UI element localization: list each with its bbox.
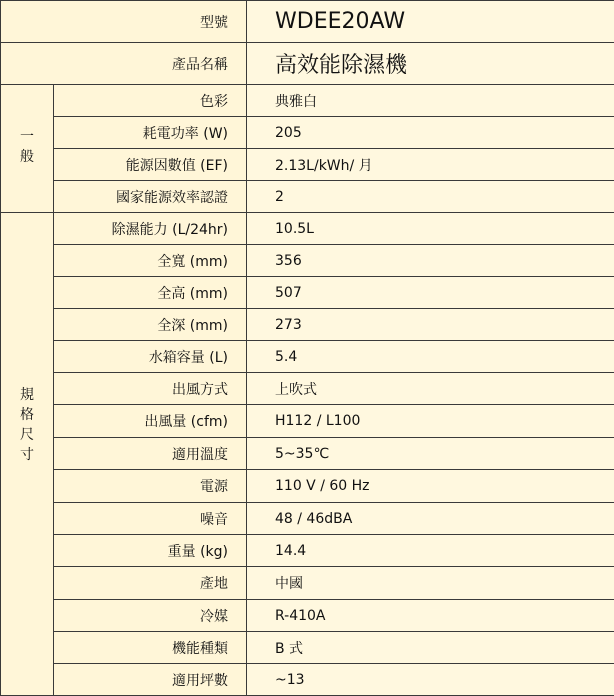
row-label: 冷媒 bbox=[54, 600, 247, 632]
row-value: 上吹式 bbox=[247, 373, 614, 405]
table-row bbox=[1, 503, 614, 535]
table-row bbox=[1, 181, 614, 213]
table-row bbox=[1, 341, 614, 373]
row-label: 耗電功率 (W) bbox=[54, 117, 247, 149]
table-row bbox=[1, 213, 614, 245]
row-label: 全寬 (mm) bbox=[54, 245, 247, 277]
table-row bbox=[1, 567, 614, 600]
row-label: 全深 (mm) bbox=[54, 309, 247, 341]
table-row bbox=[1, 43, 614, 85]
row-value: 507 bbox=[247, 277, 614, 309]
row-label: 電源 bbox=[54, 470, 247, 503]
row-value: 48 / 46dBA bbox=[247, 503, 614, 535]
table-row bbox=[1, 600, 614, 632]
row-value: 中國 bbox=[247, 567, 614, 600]
model-value: WDEE20AW bbox=[247, 1, 614, 43]
row-value: 110 V / 60 Hz bbox=[247, 470, 614, 503]
table-row bbox=[1, 117, 614, 149]
row-value: 5.4 bbox=[247, 341, 614, 373]
row-value: 356 bbox=[247, 245, 614, 277]
row-value: 273 bbox=[247, 309, 614, 341]
row-value: 5~35℃ bbox=[247, 438, 614, 470]
table-row bbox=[1, 309, 614, 341]
group-specs-char: 寸 bbox=[1, 445, 53, 465]
table-row bbox=[1, 664, 614, 696]
table-row bbox=[1, 373, 614, 405]
table-row bbox=[1, 632, 614, 664]
row-label: 機能種類 bbox=[54, 632, 247, 664]
row-label: 出風方式 bbox=[54, 373, 247, 405]
table-row bbox=[1, 405, 614, 438]
table-row bbox=[1, 277, 614, 309]
table-row bbox=[1, 438, 614, 470]
table-row bbox=[1, 535, 614, 567]
row-value: H112 / L100 bbox=[247, 405, 614, 438]
group-specs bbox=[1, 213, 54, 696]
table-row bbox=[1, 1, 614, 43]
table-row bbox=[1, 245, 614, 277]
row-label: 能源因數值 (EF) bbox=[54, 149, 247, 181]
row-value: 205 bbox=[247, 117, 614, 149]
table-row bbox=[1, 470, 614, 503]
product-name-value: 高效能除濕機 bbox=[247, 43, 614, 85]
row-label: 噪音 bbox=[54, 503, 247, 535]
row-label: 色彩 bbox=[54, 85, 247, 117]
row-value: 2.13L/kWh/ 月 bbox=[247, 149, 614, 181]
model-label: 型號 bbox=[1, 1, 247, 43]
group-specs-char: 尺 bbox=[1, 425, 53, 445]
row-label: 全高 (mm) bbox=[54, 277, 247, 309]
group-general-char: 一 bbox=[1, 127, 53, 147]
group-general bbox=[1, 85, 54, 213]
row-value: R-410A bbox=[247, 600, 614, 632]
row-label: 產地 bbox=[54, 567, 247, 600]
row-value: B 式 bbox=[247, 632, 614, 664]
row-value: 14.4 bbox=[247, 535, 614, 567]
row-label: 重量 (kg) bbox=[54, 535, 247, 567]
product-name-label: 產品名稱 bbox=[1, 43, 247, 85]
group-general-char: 般 bbox=[1, 147, 53, 167]
row-label: 國家能源效率認證 bbox=[54, 181, 247, 213]
group-specs-char: 格 bbox=[1, 405, 53, 425]
row-label: 適用坪數 bbox=[54, 664, 247, 696]
row-value: 2 bbox=[247, 181, 614, 213]
table-row bbox=[1, 149, 614, 181]
table-row bbox=[1, 85, 614, 117]
row-value: 10.5L bbox=[247, 213, 614, 245]
group-specs-char: 規 bbox=[1, 385, 53, 405]
row-value: 典雅白 bbox=[247, 85, 614, 117]
row-label: 水箱容量 (L) bbox=[54, 341, 247, 373]
row-label: 出風量 (cfm) bbox=[54, 405, 247, 438]
row-label: 除濕能力 (L/24hr) bbox=[54, 213, 247, 245]
row-label: 適用溫度 bbox=[54, 438, 247, 470]
row-value: ~13 bbox=[247, 664, 614, 696]
